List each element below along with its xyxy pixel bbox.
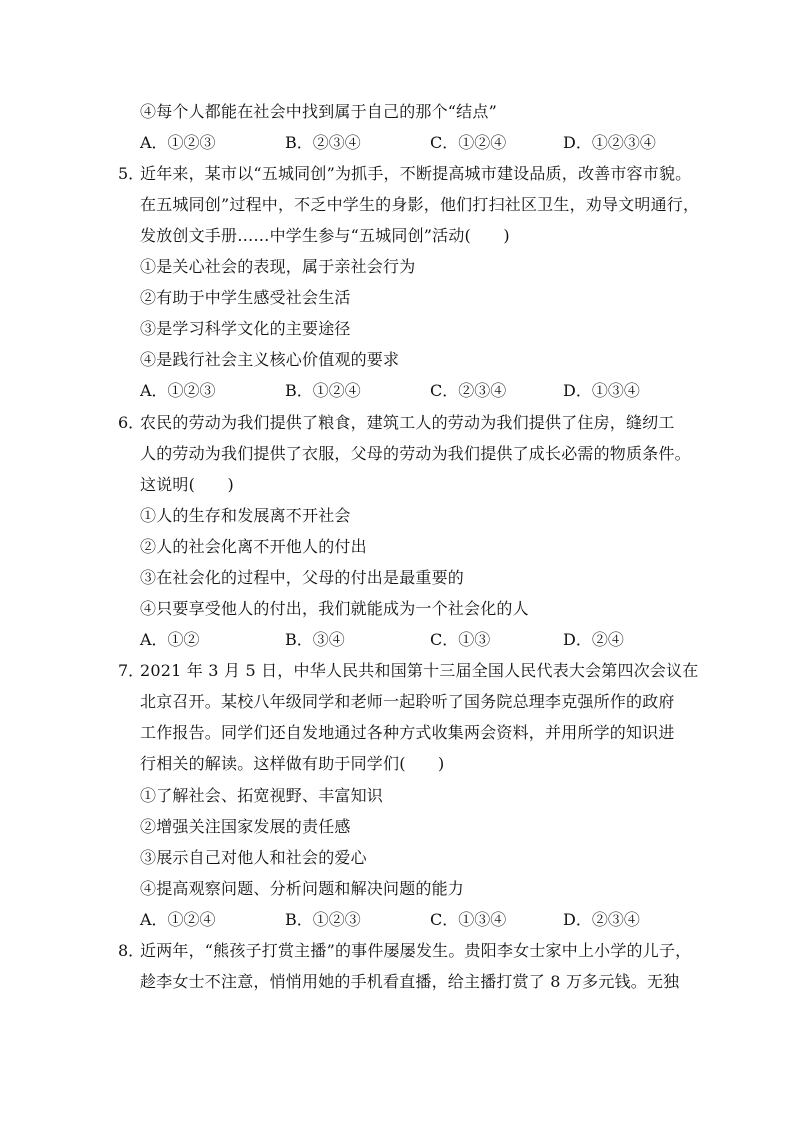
q6-choice-c: C．①③: [430, 630, 491, 649]
q8-stem-line-1: 近两年，“熊孩子打赏主播”的事件屡屡发生。贵阳李女士家中上小学的儿子，: [140, 941, 692, 960]
q6-option-2: ②人的社会化离不开他人的付出: [140, 537, 367, 556]
q7-number: 7．: [118, 661, 145, 680]
q5-option-4: ④是践行社会主义核心价值观的要求: [140, 350, 400, 369]
q7-stem-line-4: 行相关的解读。这样做有助于同学们( ): [140, 754, 445, 773]
q6-option-1: ①人的生存和发展离不开社会: [140, 506, 351, 525]
q6-stem-line-3: 这说明( ): [140, 475, 234, 494]
q5-option-3: ③是学习科学文化的主要途径: [140, 319, 351, 338]
q6-choice-a: A．①②: [140, 630, 200, 649]
q5-choices: [140, 381, 700, 401]
q7-choice-a: A．①②④: [140, 910, 216, 929]
q5-choice-c: C．②③④: [430, 381, 507, 400]
q5-choice-d: D．①③④: [563, 381, 640, 400]
q4-choice-a: A．①②③: [140, 133, 216, 152]
q5-choice-a: A．①②③: [140, 381, 216, 400]
q7-stem-line-2: 北京召开。某校八年级同学和老师一起聆听了国务院总理李克强所作的政府: [140, 692, 675, 711]
q5-stem-line-1: 近年来，某市以“五城同创”为抓手，不断提高城市建设品质，改善市容市貌。: [140, 164, 692, 183]
q7-option-3: ③展示自己对他人和社会的爱心: [140, 848, 367, 867]
q7-choice-d: D．②③④: [563, 910, 640, 929]
q5-option-1: ①是关心社会的表现，属于亲社会行为: [140, 257, 416, 276]
q5-stem-line-3: 发放创文手册……中学生参与“五城同创”活动( ): [140, 226, 510, 245]
q6-choice-b: B．③④: [285, 630, 345, 649]
q6-choice-d: D．②④: [563, 630, 624, 649]
q4-choice-c: C．①②④: [430, 133, 507, 152]
q6-number: 6．: [118, 413, 145, 432]
q7-stem-line-1: 2021 年 3 月 5 日，中华人民共和国第十三届全国人民代表大会第四次会议在: [140, 661, 699, 680]
q4-choices: [140, 133, 700, 153]
q7-option-2: ②增强关注国家发展的责任感: [140, 817, 351, 836]
q7-option-1: ①了解社会、拓宽视野、丰富知识: [140, 786, 384, 805]
q7-stem-line-3: 工作报告。同学们还自发地通过各种方式收集两会资料，并用所学的知识进: [140, 723, 675, 742]
q5-number: 5．: [118, 164, 145, 183]
q7-choices: [140, 910, 700, 930]
q7-choice-c: C．①③④: [430, 910, 507, 929]
q6-stem-line-2: 人的劳动为我们提供了衣服，父母的劳动为我们提供了成长必需的物质条件。: [140, 444, 691, 463]
q8-stem-line-2: 趁李女士不注意，悄悄用她的手机看直播，给主播打赏了 8 万多元钱。无独: [140, 972, 680, 991]
q6-stem-line-1: 农民的劳动为我们提供了粮食，建筑工人的劳动为我们提供了住房，缝纫工: [140, 413, 675, 432]
q6-choices: [140, 630, 700, 650]
q4-choice-b: B．②③④: [285, 133, 361, 152]
q5-choice-b: B．①②④: [285, 381, 361, 400]
q6-option-3: ③在社会化的过程中，父母的付出是最重要的: [140, 568, 465, 587]
q4-choice-d: D．①②③④: [563, 133, 656, 152]
q8-number: 8．: [118, 941, 145, 960]
q7-choice-b: B．①②③: [285, 910, 361, 929]
q4-option-4: ④每个人都能在社会中找到属于自己的那个“结点”: [140, 102, 497, 121]
q5-option-2: ②有助于中学生感受社会生活: [140, 288, 351, 307]
q5-stem-line-2: 在五城同创”过程中，不乏中学生的身影，他们打扫社区卫生，劝导文明通行，: [140, 195, 700, 214]
q7-option-4: ④提高观察问题、分析问题和解决问题的能力: [140, 879, 465, 898]
q6-option-4: ④只要享受他人的付出，我们就能成为一个社会化的人: [140, 599, 529, 618]
